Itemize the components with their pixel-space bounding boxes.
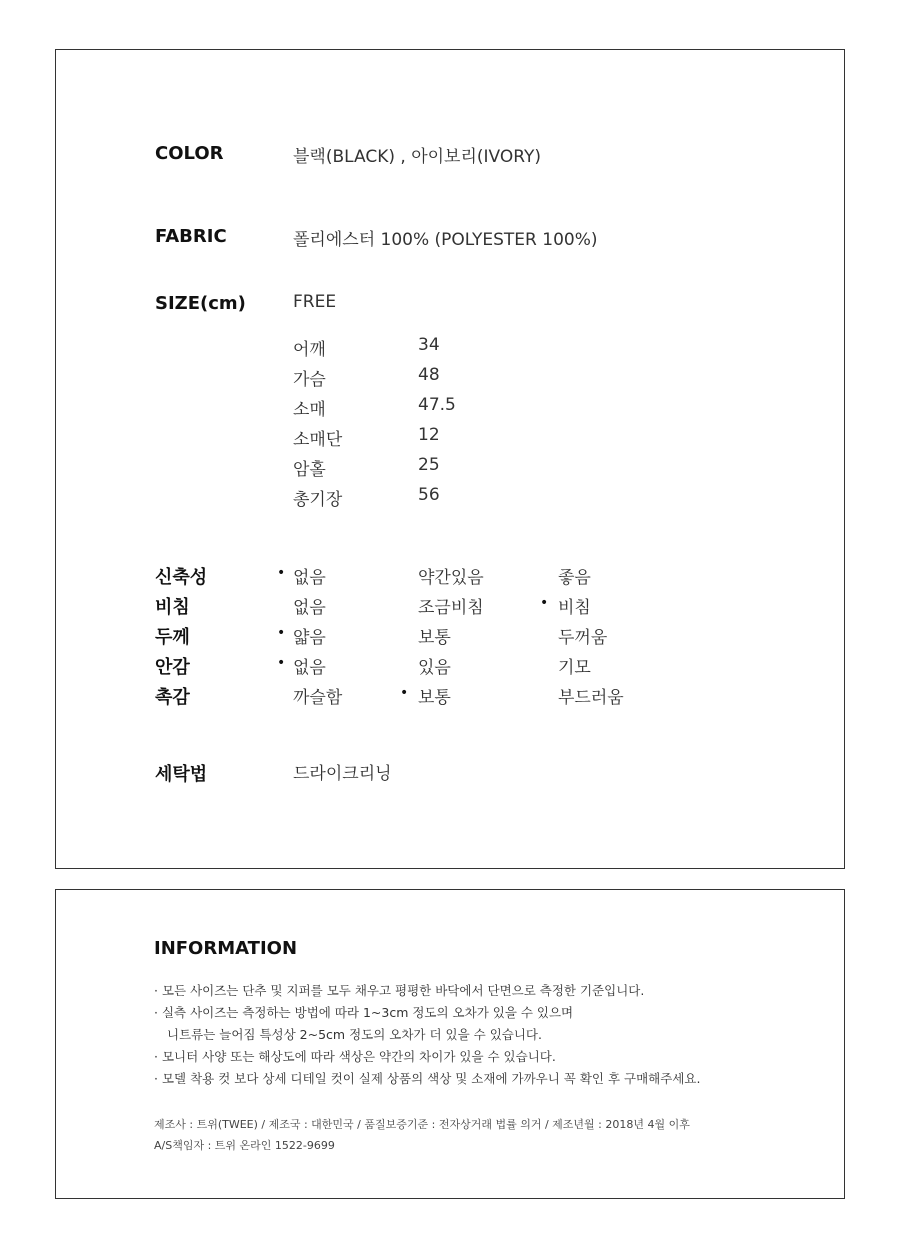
attribute-option: 좋음 [558, 568, 591, 588]
attribute-option: 있음 [418, 658, 451, 678]
size-row-name: 어깨 [293, 340, 326, 360]
size-row-value: 47.5 [418, 395, 456, 415]
washing-label: 세탁법 [155, 764, 208, 785]
size-value: FREE [293, 292, 337, 312]
information-title: INFORMATION [154, 938, 298, 959]
attribute-option: 얇음 [293, 628, 326, 648]
size-row-name: 가슴 [293, 370, 326, 390]
selected-bullet-icon: • [277, 655, 286, 671]
color-value: 블랙(BLACK) , 아이보리(IVORY) [293, 147, 541, 167]
note-line: 니트류는 늘어짐 특성상 2~5cm 정도의 오차가 더 있을 수 있습니다. [167, 1027, 542, 1042]
color-label: COLOR [155, 143, 224, 164]
attribute-label: 신축성 [155, 567, 208, 588]
size-row-value: 12 [418, 425, 440, 445]
attribute-option: 비침 [558, 598, 591, 618]
fabric-value: 폴리에스터 100% (POLYESTER 100%) [293, 230, 598, 250]
fabric-label: FABRIC [155, 226, 227, 247]
note-line: · 모든 사이즈는 단추 및 지퍼를 모두 채우고 평평한 바닥에서 단면으로 측정한 기준입니다. [154, 983, 645, 998]
attribute-option: 없음 [293, 658, 326, 678]
attribute-label: 촉감 [155, 687, 190, 708]
size-label: SIZE(cm) [155, 293, 246, 314]
product-spec-panel [55, 49, 845, 869]
attribute-option: 없음 [293, 598, 326, 618]
manufacturer-line: 제조사 : 트위(TWEE) / 제조국 : 대한민국 / 품질보증기준 : 전자상거래 법률 의거 / 제조년월 : 2018년 4월 이후 [154, 1118, 690, 1131]
attribute-option: 조금비침 [418, 598, 484, 618]
attribute-option: 까슬함 [293, 688, 343, 708]
note-line: · 모니터 사양 또는 해상도에 따라 색상은 약간의 차이가 있을 수 있습니다. [154, 1049, 556, 1064]
attribute-option: 두꺼움 [558, 628, 608, 648]
attribute-label: 두께 [155, 627, 190, 648]
attribute-option: 보통 [418, 628, 451, 648]
as-contact-line: A/S책임자 : 트위 온라인 1522-9699 [154, 1139, 335, 1152]
information-panel [55, 889, 845, 1199]
attribute-label: 비침 [155, 597, 190, 618]
selected-bullet-icon: • [277, 565, 286, 581]
size-row-name: 총기장 [293, 490, 343, 510]
size-row-value: 48 [418, 365, 440, 385]
size-row-name: 소매단 [293, 430, 343, 450]
selected-bullet-icon: • [540, 595, 549, 611]
attribute-option: 기모 [558, 658, 591, 678]
size-row-value: 25 [418, 455, 440, 475]
attribute-option: 약간있음 [418, 568, 484, 588]
size-row-value: 56 [418, 485, 440, 505]
size-row-name: 암홀 [293, 460, 326, 480]
attribute-label: 안감 [155, 657, 190, 678]
attribute-option: 보통 [418, 688, 451, 708]
size-row-value: 34 [418, 335, 440, 355]
washing-value: 드라이크리닝 [293, 764, 392, 784]
selected-bullet-icon: • [277, 625, 286, 641]
note-line: · 모델 착용 컷 보다 상세 디테일 컷이 실제 상품의 색상 및 소재에 가까우니 꼭 확인 후 구매해주세요. [154, 1071, 701, 1086]
attribute-option: 부드러움 [558, 688, 624, 708]
note-line: · 실측 사이즈는 측정하는 방법에 따라 1~3cm 정도의 오차가 있을 수 있으며 [154, 1005, 574, 1020]
attribute-option: 없음 [293, 568, 326, 588]
size-row-name: 소매 [293, 400, 326, 420]
selected-bullet-icon: • [400, 685, 409, 701]
